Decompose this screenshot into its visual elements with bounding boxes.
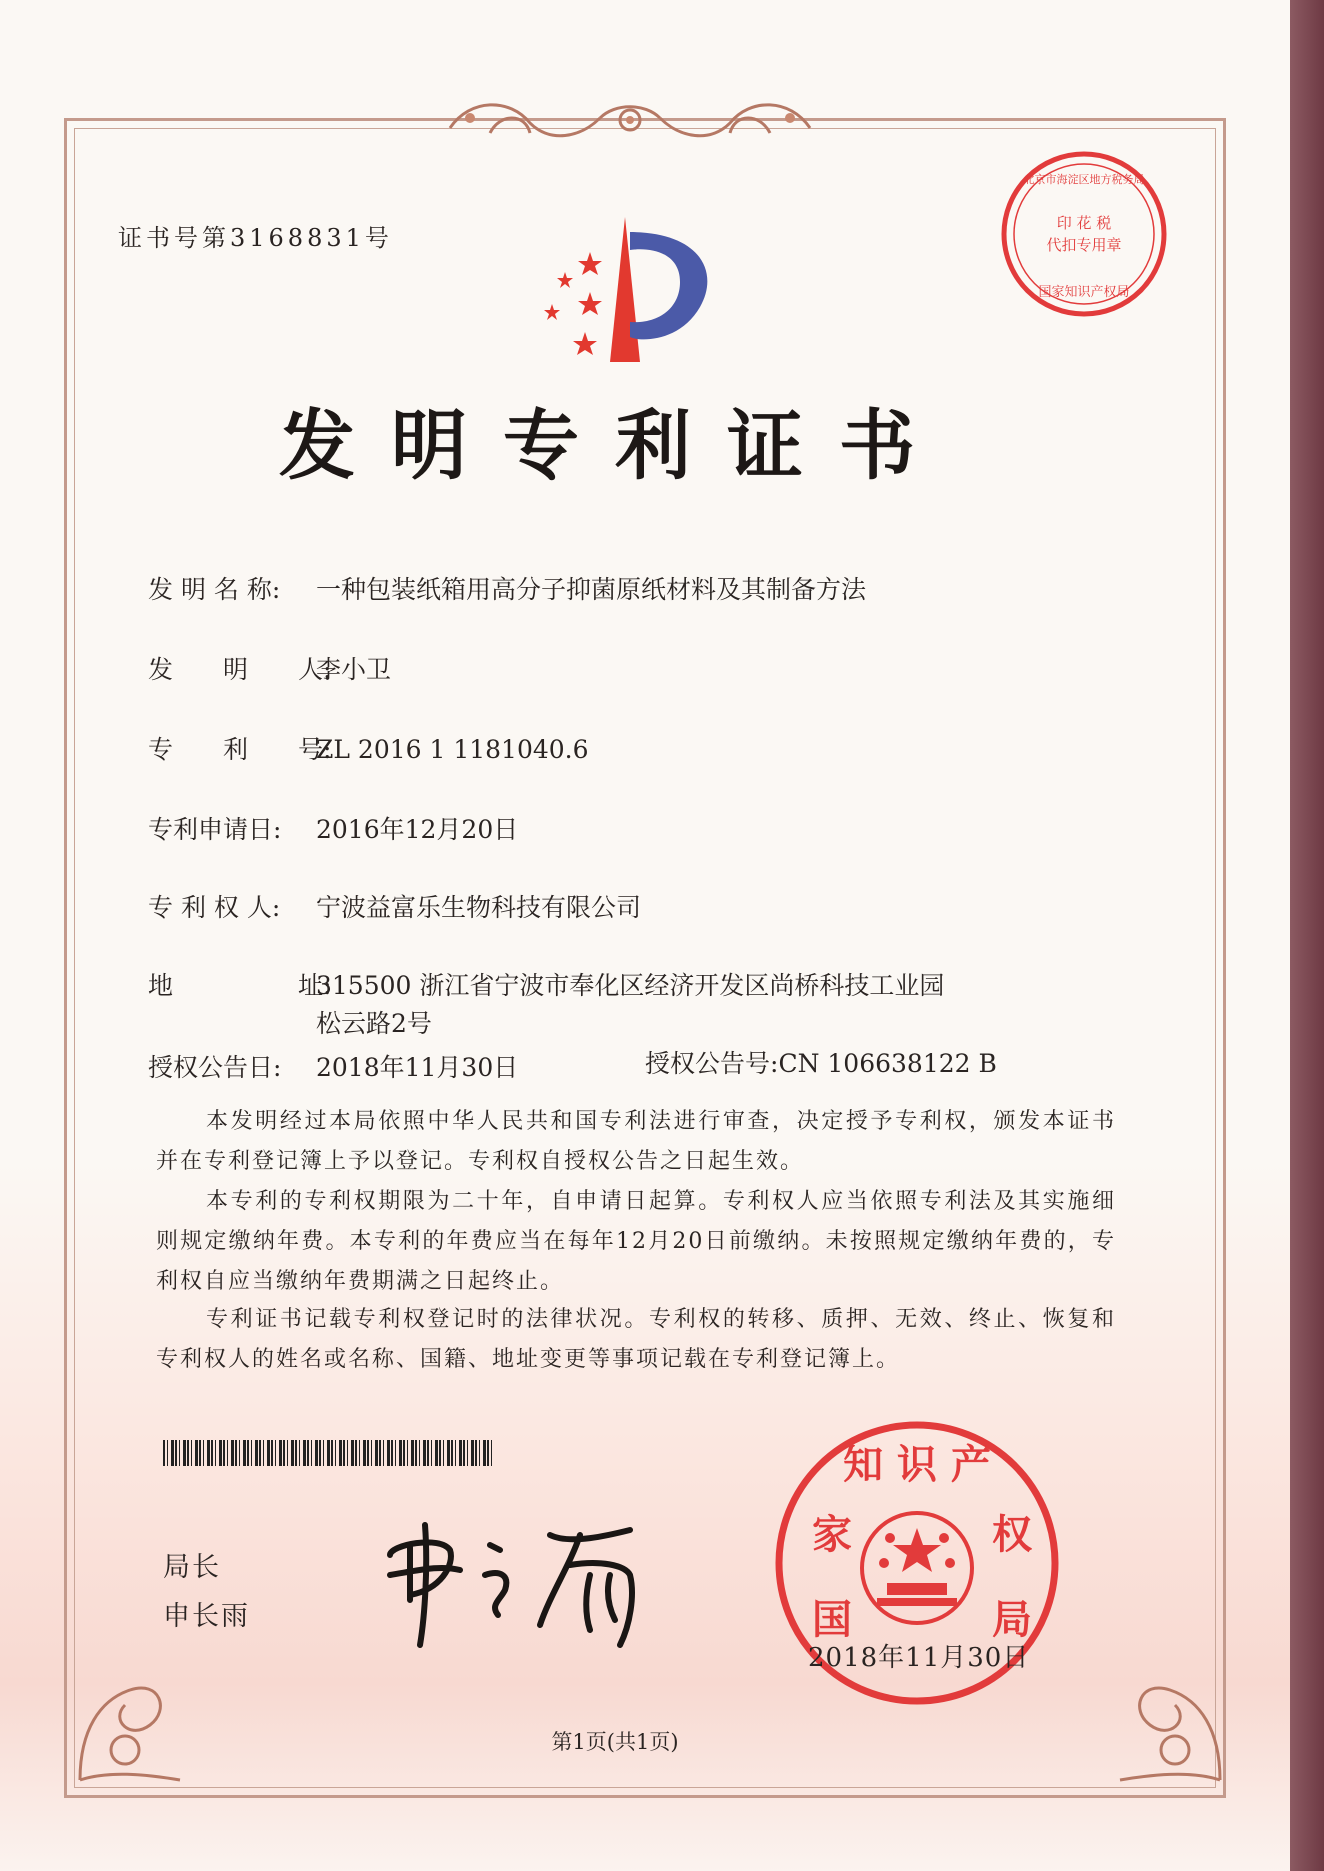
barcode [163, 1440, 493, 1466]
address-label: 地 址: [148, 971, 332, 1000]
grant-number-label: 授权公告号: [645, 1049, 779, 1078]
bottom-left-ornament-icon [70, 1640, 190, 1790]
page-edge [1290, 0, 1324, 1871]
inventor-value: 李小卫 [316, 655, 392, 684]
svg-text:北京市海淀区地方税务局: 北京市海淀区地方税务局 [1023, 173, 1145, 186]
address-row [148, 966, 944, 1002]
invention-name-label: 发 明 名 称: [148, 575, 281, 604]
inventor-label: 发 明 人: [148, 655, 332, 684]
body-paragraph-3: 专利证书记载专利权登记时的法律状况。专利权的转移、质押、无效、终止、恢复和专利权人的姓名或名称、国籍、地址变更等事项记载在专利登记簿上。 [156, 1307, 1116, 1372]
body-paragraph-1: 本发明经过本局依照中华人民共和国专利法进行审查，决定授予专利权，颁发本证书并在专利登记簿上予以登记。专利权自授权公告之日起生效。 [156, 1109, 1116, 1174]
invention-name-value: 一种包装纸箱用高分子抑菌原纸材料及其制备方法 [316, 575, 867, 604]
inventor-row [148, 650, 391, 686]
patent-number-label: 专 利 号: [148, 735, 332, 764]
svg-text:印 花 税: 印 花 税 [1056, 214, 1112, 232]
svg-text:代扣专用章: 代扣专用章 [1046, 236, 1122, 254]
body-paragraph-2: 本专利的专利权期限为二十年，自申请日起算。专利权人应当依照专利法及其实施细则规定缴纳年费。本专利的年费应当在每年12月20日前缴纳。未按照规定缴纳年费的，专利权自应当缴纳年费期满之日起终止。 [156, 1189, 1116, 1294]
patentee-row [148, 888, 641, 924]
patent-number-value: ZL 2016 1 1181040.6 [316, 735, 589, 764]
seal-date: 2018年11月30日 [808, 1643, 1030, 1673]
address-value-line2: 松云路2号 [316, 1009, 432, 1038]
page-number: 第1页(共1页) [551, 1730, 679, 1754]
svg-text:国家知识产权局: 国家知识产权局 [1038, 285, 1130, 300]
grant-date-row [148, 1048, 518, 1084]
grant-date-value: 2018年11月30日 [316, 1053, 519, 1082]
patent-office-logo-icon [530, 212, 730, 372]
grant-number-value: CN 106638122 B [778, 1049, 997, 1078]
invention-name-row [148, 570, 866, 606]
svg-text:知 识 产: 知 识 产 [843, 1442, 991, 1488]
address-value-line1: 315500 浙江省宁波市奉化区经济开发区尚桥科技工业园 [316, 971, 945, 1000]
filing-date-row [148, 810, 518, 846]
grant-date-label: 授权公告日: [148, 1053, 282, 1082]
tax-seal-stamp [998, 148, 1170, 320]
svg-text:权: 权 [992, 1512, 1032, 1558]
certificate-number: 证书号第3168831号 [118, 224, 393, 252]
patentee-value: 宁波益富乐生物科技有限公司 [316, 893, 642, 922]
patent-number-row [148, 730, 589, 766]
grant-number-row [645, 1044, 997, 1080]
chief-title: 局长 [163, 1552, 221, 1583]
filing-date-label: 专利申请日: [148, 815, 282, 844]
filing-date-value: 2016年12月20日 [316, 815, 519, 844]
page-title: 发明专利证书 [279, 401, 951, 490]
patentee-label: 专 利 权 人: [148, 893, 281, 922]
handwritten-signature [380, 1505, 660, 1655]
top-ornament-icon [430, 88, 830, 158]
bottom-right-ornament-icon [1110, 1640, 1230, 1790]
svg-text:局: 局 [992, 1597, 1032, 1643]
svg-text:家: 家 [812, 1512, 852, 1558]
svg-text:国: 国 [812, 1597, 852, 1643]
chief-name: 申长雨 [163, 1601, 250, 1632]
